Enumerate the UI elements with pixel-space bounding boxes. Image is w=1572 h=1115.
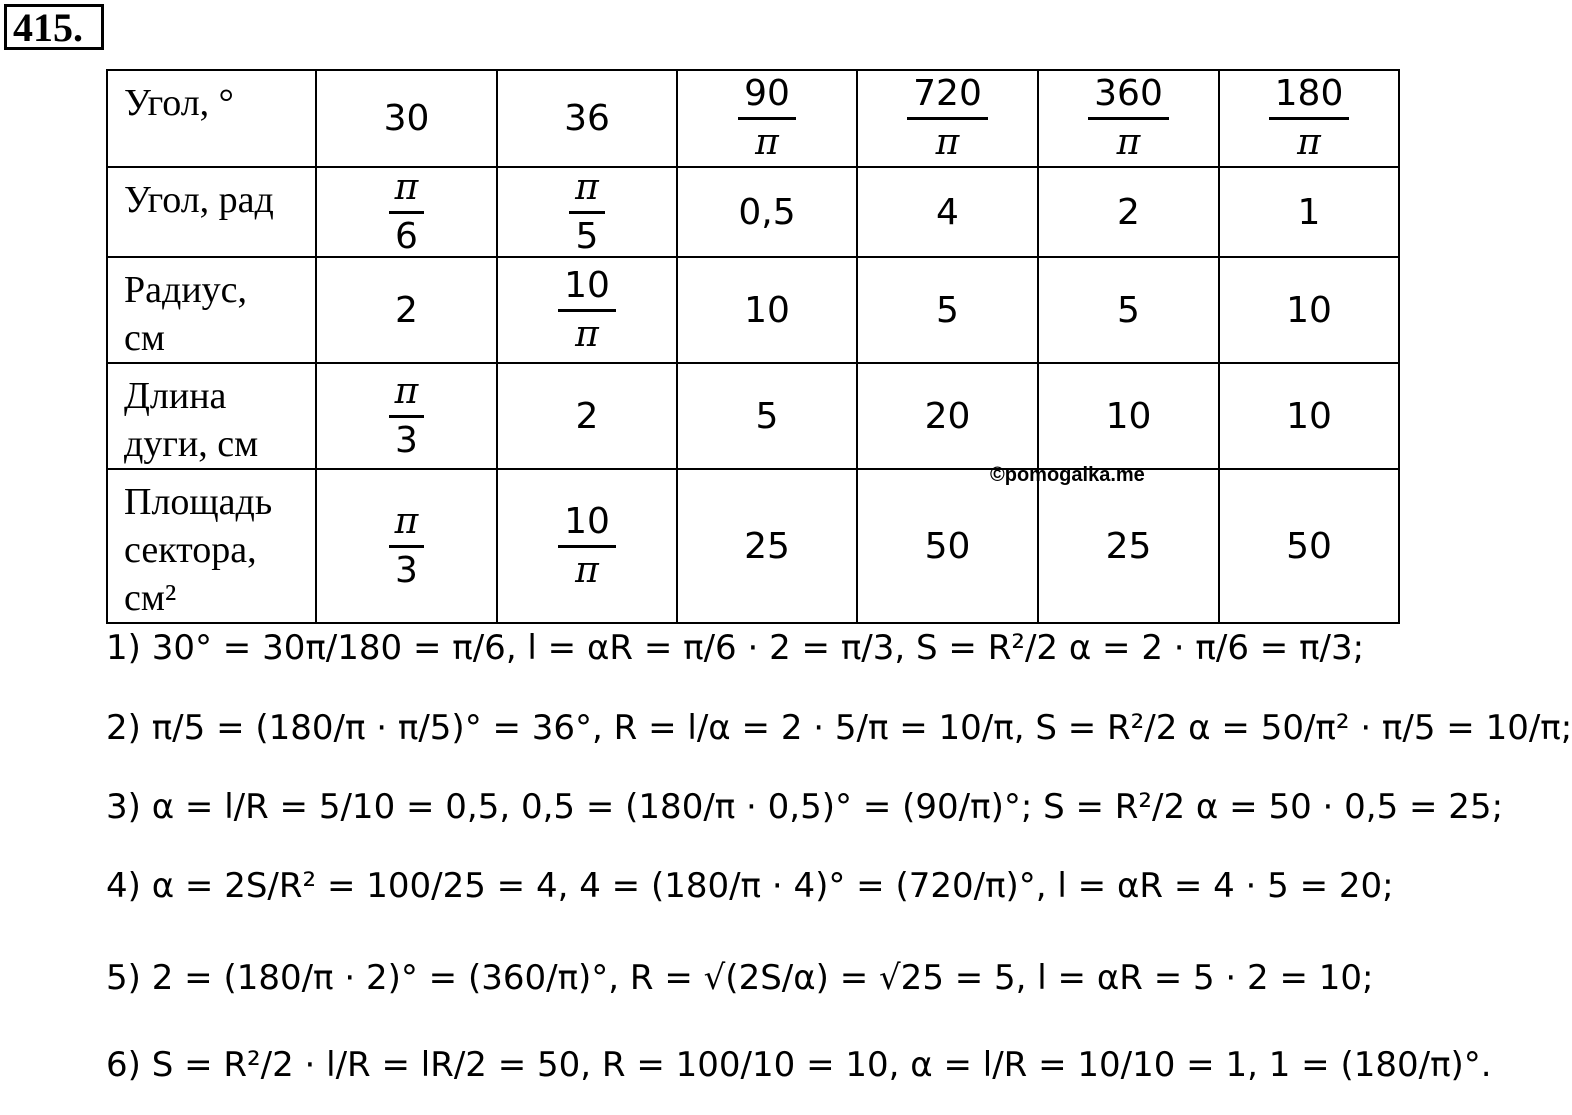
row-header — [107, 469, 316, 623]
table-cell — [497, 167, 677, 257]
table-cell — [1038, 70, 1219, 167]
denominator: 3 — [395, 419, 418, 461]
cell-fraction — [389, 370, 425, 461]
row-header-line: см² — [124, 577, 177, 619]
numerator: π — [575, 166, 599, 208]
solution-line: 6) S = R²/2 · l/R = lR/2 = 50, R = 100/10 = 10, α = l/R = 10/10 = 1, 1 = (180/π)°. — [106, 1045, 1492, 1085]
cell-value: 5 — [755, 395, 779, 437]
fraction-bar — [1088, 117, 1169, 120]
table-cell — [1038, 469, 1219, 623]
row-header — [107, 363, 316, 469]
cell-fraction — [569, 166, 605, 257]
solution-line: 4) α = 2S/R² = 100/25 = 4, 4 = (180/π · 4)° = (720/π)°, l = αR = 4 · 5 = 20; — [106, 866, 1394, 906]
problem-number: 415. — [4, 4, 104, 50]
fraction-bar — [558, 309, 616, 312]
cell-value: 1 — [1297, 191, 1321, 233]
row-header — [107, 257, 316, 363]
numerator: 360 — [1094, 73, 1163, 115]
cell-value: 5 — [1117, 289, 1140, 331]
fraction-bar — [389, 211, 425, 214]
fraction-bar — [558, 545, 616, 548]
watermark: ©pomogalka.me — [990, 464, 1145, 486]
cell-fraction — [738, 75, 796, 162]
table-cell — [857, 70, 1038, 167]
row-header-line: дуги, см — [124, 423, 259, 465]
denominator: π — [1297, 122, 1321, 163]
cell-fraction — [1269, 75, 1350, 162]
angles-table — [106, 69, 1400, 624]
cell-value: 10 — [744, 289, 790, 331]
table-cell — [497, 257, 677, 363]
table-cell — [497, 70, 677, 167]
table-row — [107, 257, 1399, 363]
table-cell — [1219, 469, 1399, 623]
table-cell — [677, 167, 857, 257]
fraction-bar — [738, 117, 796, 120]
table-cell — [1038, 363, 1219, 469]
table-cell — [857, 363, 1038, 469]
table-cell — [857, 257, 1038, 363]
denominator: 6 — [395, 215, 418, 257]
cell-value: 2 — [395, 289, 418, 331]
cell-fraction — [389, 500, 425, 591]
table-cell — [1038, 167, 1219, 257]
table-cell — [316, 70, 497, 167]
fraction-bar — [907, 117, 988, 120]
cell-value: 50 — [1286, 525, 1332, 567]
denominator: π — [755, 122, 779, 163]
cell-value: 50 — [924, 525, 971, 567]
numerator: 10 — [564, 500, 610, 542]
table-row — [107, 167, 1399, 257]
cell-fraction — [558, 500, 616, 591]
solution-line: 5) 2 = (180/π · 2)° = (360/π)°, R = √(2S/α) = √25 = 5, l = αR = 5 · 2 = 10; — [106, 958, 1374, 998]
table-cell — [316, 469, 497, 623]
solution-line: 1) 30° = 30π/180 = π/6, l = αR = π/6 · 2 = π/3, S = R²/2 α = 2 · π/6 = π/3; — [106, 628, 1365, 668]
table-cell — [316, 257, 497, 363]
cell-value: 10 — [1105, 395, 1152, 437]
table-cell — [1219, 70, 1399, 167]
solution-line: 2) π/5 = (180/π · π/5)° = 36°, R = l/α = 2 · 5/π = 10/π, S = R²/2 α = 50/π² · π/5 = 10/π; — [106, 708, 1572, 748]
denominator: π — [935, 122, 960, 163]
cell-value: 0,5 — [738, 191, 796, 233]
cell-value: 25 — [1105, 525, 1152, 567]
row-header-line: см — [124, 317, 165, 359]
table-cell — [1038, 257, 1219, 363]
denominator: π — [1116, 122, 1141, 163]
table-cell — [857, 167, 1038, 257]
numerator: π — [394, 166, 419, 208]
table-cell — [677, 70, 857, 167]
cell-value: 10 — [1286, 395, 1332, 437]
row-header-line: Угол, рад — [124, 179, 274, 221]
row-header-line: Длина — [124, 375, 227, 417]
denominator: 5 — [575, 215, 599, 257]
cell-value: 2 — [1117, 191, 1140, 233]
numerator: 90 — [744, 73, 790, 115]
solution-line: 3) α = l/R = 5/10 = 0,5, 0,5 = (180/π · 0,5)° = (90/π)°; S = R²/2 α = 50 · 0,5 = 25; — [106, 787, 1504, 827]
fraction-bar — [389, 415, 425, 418]
row-header-line: Площадь — [124, 481, 273, 523]
table-row — [107, 469, 1399, 623]
table-cell — [677, 363, 857, 469]
fraction-bar — [389, 545, 425, 548]
cell-value: 36 — [564, 98, 610, 139]
table-cell — [677, 257, 857, 363]
table-cell — [316, 363, 497, 469]
fraction-bar — [569, 211, 605, 214]
cell-fraction — [907, 75, 988, 162]
cell-value: 20 — [924, 395, 971, 437]
numerator: π — [394, 370, 419, 412]
denominator: π — [575, 313, 599, 355]
numerator: 10 — [564, 264, 610, 306]
cell-fraction — [389, 166, 425, 257]
table-cell — [497, 469, 677, 623]
row-header-line: Угол, ° — [124, 82, 234, 124]
table-row — [107, 70, 1399, 167]
cell-value: 2 — [575, 395, 599, 437]
numerator: 720 — [913, 73, 982, 115]
cell-fraction — [558, 264, 616, 355]
row-header — [107, 70, 316, 167]
table-cell — [1219, 257, 1399, 363]
denominator: 3 — [395, 549, 418, 591]
cell-value: 25 — [744, 525, 790, 567]
cell-value: 30 — [383, 98, 430, 139]
numerator: 180 — [1274, 73, 1344, 115]
fraction-bar — [1269, 117, 1350, 120]
cell-value: 10 — [1286, 289, 1332, 331]
row-header-line: Радиус, — [124, 269, 248, 311]
table-cell — [316, 167, 497, 257]
denominator: π — [575, 549, 599, 591]
table-row — [107, 363, 1399, 469]
numerator: π — [394, 500, 419, 542]
cell-fraction — [1088, 75, 1169, 162]
table-cell — [497, 363, 677, 469]
table-cell — [1219, 167, 1399, 257]
table-cell — [857, 469, 1038, 623]
cell-value: 5 — [936, 289, 959, 331]
row-header — [107, 167, 316, 257]
table-cell — [1219, 363, 1399, 469]
row-header-line: сектора, — [124, 529, 257, 571]
cell-value: 4 — [936, 191, 959, 233]
table-cell — [677, 469, 857, 623]
